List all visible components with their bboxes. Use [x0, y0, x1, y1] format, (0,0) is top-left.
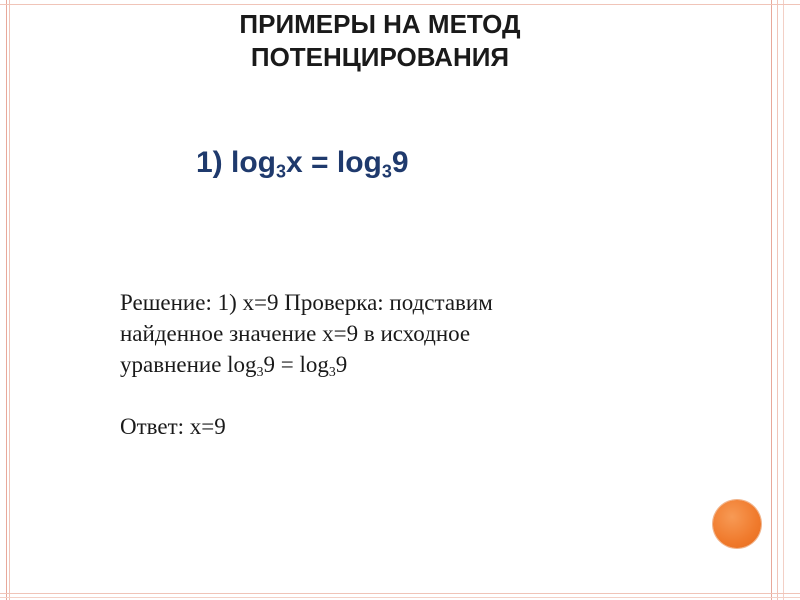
- frame-line: [0, 4, 800, 5]
- frame-line: [777, 0, 778, 600]
- frame-line: [771, 0, 772, 600]
- title-line-1: ПРИМЕРЫ НА МЕТОД: [239, 9, 521, 39]
- solution-line-3: [120, 349, 660, 380]
- spacer: [120, 380, 660, 411]
- answer-line: Ответ: х=9: [120, 414, 226, 439]
- equation-base-2: 3: [381, 161, 392, 182]
- solution-line-3-prefix: уравнение log: [120, 352, 257, 377]
- solution-base-2: 3: [328, 364, 336, 380]
- solution-line-3-suffix: 9: [335, 352, 348, 377]
- orange-circle-decoration: [713, 500, 761, 548]
- frame-line: [6, 0, 7, 600]
- solution-line-2: найденное значение х=9 в исходное: [120, 321, 471, 346]
- equation-suffix: 9: [391, 146, 409, 179]
- solution-line-3-middle: 9 = log: [263, 352, 329, 377]
- solution-base-1: 3: [256, 364, 264, 380]
- equation-middle: x = log: [286, 146, 382, 179]
- solution-text: [120, 287, 660, 442]
- frame-line: [0, 597, 800, 598]
- equation-prefix: 1) log: [196, 146, 276, 179]
- equation: [196, 146, 409, 180]
- frame-line: [783, 0, 784, 600]
- title-line-2: ПОТЕНЦИРОВАНИЯ: [250, 42, 510, 72]
- frame-line: [9, 0, 10, 600]
- equation-base-1: 3: [276, 161, 287, 182]
- slide-title: [150, 8, 610, 74]
- frame-line: [0, 593, 800, 594]
- solution-line-1: Решение: 1) х=9 Проверка: подставим: [120, 290, 493, 315]
